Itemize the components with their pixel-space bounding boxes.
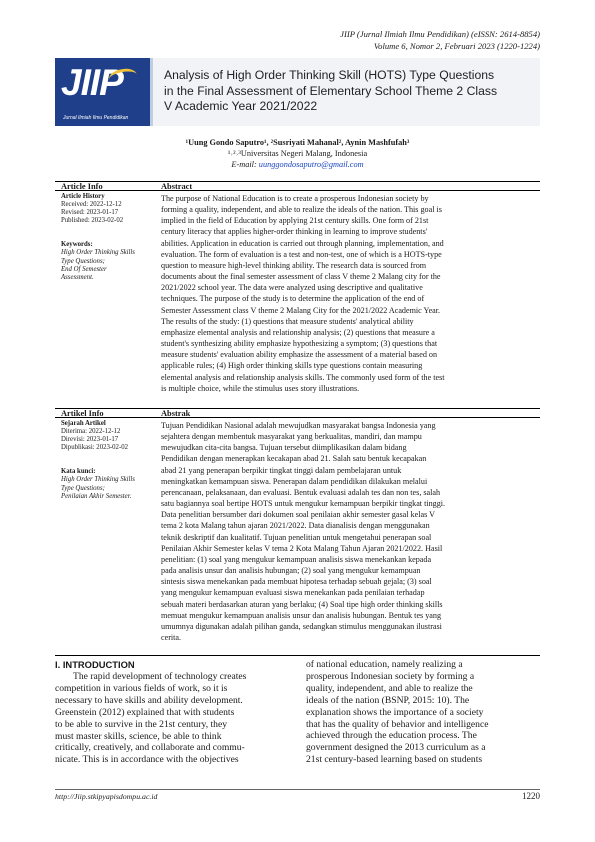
history-revised: Revised: 2023-01-17 — [61, 209, 119, 217]
logo-tagline: Jurnal Ilmiah Ilmu Pendidikan — [63, 115, 129, 121]
intro-line: that has the quality of behavior and intelligence — [306, 718, 489, 730]
intro-line: achieved through the education process. The — [306, 730, 477, 742]
abstrak-line: satu bagiannya soal bertipe HOTS untuk mengukur kemampuan berpikir tingkat tinggi. — [161, 499, 446, 509]
artikel-info-column — [61, 420, 159, 501]
intro-line: ideals of the nation (BSNP, 2015: 10). The — [306, 694, 470, 706]
history-direvisi: Direvisi: 2023-01-17 — [61, 436, 119, 444]
abstract-line: documents about the final semester assessment of class V theme 2 Malang city for the — [161, 272, 441, 282]
journal-header-line1: JIIP (Jurnal Ilmiah Ilmu Pendidikan) (eISSN: 2614-8854) — [340, 29, 540, 39]
logo-wordmark: JIIP — [61, 62, 123, 103]
intro-line: critically, creatively, and collaborate and commu- — [55, 742, 245, 754]
author-email — [0, 159, 595, 170]
title-box — [153, 58, 540, 126]
abstrak-line: Pendidikan dengan menerapkan kecakapan abad 21. Salah satu bentuk kecapakan — [161, 454, 427, 464]
abstract-line: measure students' evaluation ability emphasize the assessment of a material based on — [161, 350, 438, 360]
abstract-line: abilities. Application in education is carried out through planning, implementation, and — [161, 238, 444, 248]
keyword: High Order Thinking Skills — [61, 476, 135, 484]
history-dipublikasi: Dipublikasi: 2023-02-02 — [61, 444, 129, 452]
abstract-line: The results of the study: (1) questions that measure students' analytical ability — [161, 316, 414, 326]
abstrak-line: Data penelitian bersumber dari dokumen soal penilaian akhir semester gasal kelas V — [161, 510, 435, 520]
intro-line: of national education, namely realizing a — [306, 659, 463, 670]
abstract-line: evaluation. The form of evaluation is a test and non-test, one of which is a HOTS-type — [161, 249, 442, 259]
abstrak-line: perencanaan, pelaksanaan, dan evaluasi. Bentuk evaluasi adalah tes dan non tes, salah — [161, 487, 441, 497]
sejarah-label: Sejarah Artikel — [61, 420, 106, 427]
abstrak-line: meningkatkan kemampuan siswa. Penerapan dalam pendidikan dilakukan melalui — [161, 476, 428, 486]
article-info-column — [61, 193, 159, 282]
history-published: Published: 2023-02-02 — [61, 217, 124, 225]
abstrak-line: mewujudkan cita-cita bangsa. Tujuan tersebut diimplikasikan dalam bidang — [161, 443, 407, 453]
keyword: End Of Semester — [61, 265, 107, 273]
abstrak-line: Tujuan Pendidikan Nasional adalah mewujudkan masyarakat bangsa Indonesia yang — [161, 421, 436, 430]
english-abstract-text — [161, 193, 540, 394]
footer-url[interactable]: http://Jiip.stkipyapisdompu.ac.id — [55, 792, 158, 801]
abstract-header: Abstract — [161, 182, 193, 191]
abstrak-header: Abstrak — [161, 409, 191, 418]
abstract-line: elemental analysis and relationship analysis skills. The commonly used form of the test — [161, 372, 445, 382]
abstract-line: applicable rules; (4) High order thinking skills type questions contain measuring — [161, 361, 423, 371]
abstrak-line: sebuah materi berdasarkan aturan yang berlaku; (4) Soal tipe high order thinking skills — [161, 599, 443, 609]
keyword: Assessment. — [61, 273, 94, 281]
intro-line: necessary to have skills and ability development. — [55, 694, 243, 706]
kata-kunci-label: Kata kunci: — [61, 468, 96, 476]
keyword: Penilaian Akhir Semester. — [61, 492, 132, 500]
footer-rule — [55, 789, 540, 790]
email-label: E-mail: — [231, 160, 259, 169]
introduction-heading: I. INTRODUCTION — [55, 659, 135, 670]
abstract-line: The purpose of National Education is to create a prosperous Indonesian society by — [161, 194, 429, 203]
abstrak-line: umumnya digunakan adalah pilihan ganda, sedangkan stimulus menggunakan ilustrasi — [161, 621, 442, 631]
intro-line: explanation shows the importance of a society — [306, 706, 484, 718]
indonesian-abstract-text — [161, 420, 540, 643]
page-number: 1220 — [522, 791, 540, 801]
abstrak-line: teknik deskriptif dan kualitatif. Tujuan penelitian untuk mengetahui penerapan soal — [161, 532, 432, 542]
intro-right-column — [306, 659, 540, 766]
abstract-line: implied in the field of Education by applying 21st century skills. One form of 21st — [161, 216, 429, 226]
keyword: Type Questions; — [61, 257, 105, 265]
intro-line: prosperous Indonesian society by forming a — [306, 670, 475, 682]
keyword: Type Questions; — [61, 484, 105, 492]
author-names: ¹Uung Gondo Saputro¹, ²Susriyati Mahanal², Aynin Mashfufah³ — [185, 138, 410, 147]
indonesian-table-header — [55, 408, 540, 418]
journal-header-line2: Volume 6, Nomor 2, Februari 2023 (1220-1224) — [373, 41, 540, 51]
abstract-line: century literacy that applies higher-order thinking in learning to improve students' — [161, 227, 428, 237]
intro-line: nicate. This is in accordance with the objectives — [55, 754, 239, 766]
journal-header — [340, 28, 540, 52]
abstract-line: emphasize elemental analysis and relationship analysis; (2) questions that measure a — [161, 327, 435, 337]
abstract-line: question to measure high-level thinking ability. The research data is sourced from — [161, 260, 427, 270]
table-bottom-rule — [55, 655, 540, 656]
intro-line: The rapid development of technology creates — [73, 671, 247, 682]
abstract-line: 2021/2022 school year. The data were analyzed using descriptive and qualitative — [161, 283, 423, 293]
abstract-line: is multiple choice, while the stimulus uses story illustrations. — [161, 383, 360, 393]
abstrak-line: sejahtera dengan membentuk masyarakat yang berkualitas, mandiri, dan mampu — [161, 432, 422, 442]
author-affiliation: ¹˒²˒³Universitas Negeri Malang, Indonesia — [227, 149, 368, 158]
abstrak-line: cerita. — [161, 632, 182, 642]
intro-line: Greenstein (2012) explained that with students — [55, 706, 235, 718]
history-received: Received: 2022-12-12 — [61, 201, 122, 209]
abstract-line: student's synthesizing ability emphasize hypothesizing a symptom; (3) questions that — [161, 339, 438, 349]
email-link[interactable]: uunggondosaputro@gmail.com — [258, 160, 364, 169]
abstrak-line: yang mengukur kemampuan evaluasi siswa menekankan pada penilaian terhadap — [161, 588, 425, 598]
abstrak-line: Penilaian Akhir Semester kelas V tema 2 Kota Malang Tahun Ajaran 2021/2022. Hasil — [161, 543, 443, 553]
abstrak-line: sintesis siswa menekankan pada membuat hipotesa terhadap sebuah gejala; (3) soal — [161, 577, 432, 587]
artikel-info-header: Artikel Info — [61, 409, 104, 418]
abstrak-line: tema 2 kota Malang tahun ajaran 2021/2022. Data dianalisis dengan menggunakan — [161, 521, 430, 531]
intro-line: quality, independent, and able to realize the — [306, 682, 473, 694]
abstract-line: techniques. The purpose of the study is to determine the application of the end of — [161, 294, 425, 304]
title-line: in the Final Assessment of Elementary School Theme 2 Class — [164, 83, 498, 98]
intro-line: 21st century-based learning based on students — [306, 754, 483, 766]
english-table-header — [55, 181, 540, 191]
title-line: V Academic Year 2021/2022 — [164, 99, 318, 113]
abstrak-line: abad 21 yang penerapan berpikir tingkat tinggi dalam pembelajaran untuk — [161, 465, 402, 475]
article-info-header: Article Info — [61, 182, 103, 191]
intro-left-column — [55, 671, 289, 766]
intro-line: competition in various fields of work, so it is — [55, 682, 228, 694]
abstract-line: forming a quality, independent, and able to realize the ideals of the nation. This goal is — [161, 205, 442, 215]
journal-logo — [55, 58, 153, 126]
author-block — [0, 137, 595, 170]
intro-line: to be able to survive in the 21st century, they — [55, 718, 228, 730]
title-line: Analysis of High Order Thinking Skill (HOTS) Type Questions — [164, 68, 495, 82]
abstrak-line: memuat mengukur kemampuan analisis unsur dan analisis hubungan. Bentuk tes yang — [161, 610, 442, 620]
history-diterima: Diterima: 2022-12-12 — [61, 428, 121, 436]
keywords-label: Keywords: — [61, 241, 93, 249]
abstrak-line: penelitian: (1) soal yang mengukur kemampuan analisis siswa menekankan kepada — [161, 554, 432, 564]
intro-line: must master skills, science, be able to think — [55, 730, 222, 742]
article-title — [164, 68, 540, 115]
intro-line: government designed the 2013 curriculum as a — [306, 742, 486, 754]
history-label: Article History — [61, 193, 105, 200]
abstrak-line: pada analisis unsur dan analisis hubungan; (2) soal yang mengukur kemampuan — [161, 566, 421, 576]
keyword: High Order Thinking Skills — [61, 249, 135, 257]
abstract-line: Semester Assessment class V theme 2 Malang City for the 2021/2022 Academic Year. — [161, 305, 441, 315]
